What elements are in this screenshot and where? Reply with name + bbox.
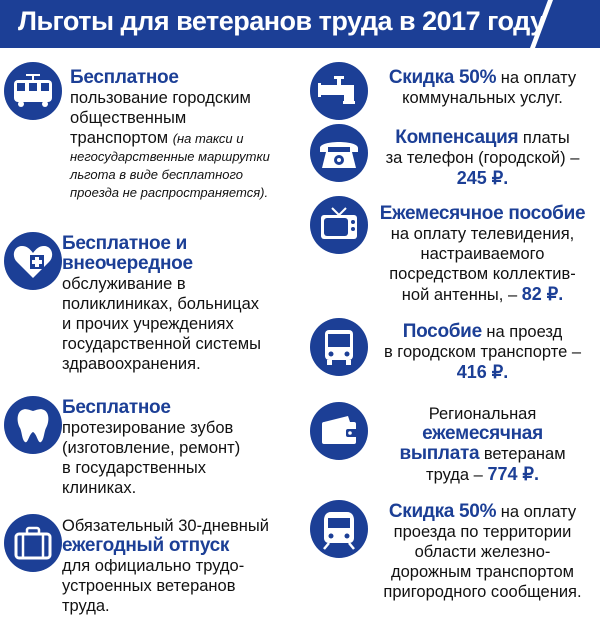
train-icon xyxy=(310,500,368,558)
text-line: в государственных xyxy=(62,459,207,477)
benefit-utilities-highlight: Скидка 50% xyxy=(388,67,497,88)
text-line: труда. xyxy=(62,597,110,615)
benefit-medical-highlight: Бесплатное и xyxy=(62,233,187,254)
text-line: поликлиниках, больницах xyxy=(62,295,260,313)
text-line: платы xyxy=(518,129,570,147)
price-value: 416 ₽. xyxy=(456,362,509,382)
price-value: 82 ₽. xyxy=(521,284,564,304)
text-line: пользование городским xyxy=(70,89,251,107)
note-text: негосударственные маршрутки xyxy=(70,149,270,164)
text-line: ветеранам xyxy=(479,445,566,463)
text-line: настраиваемого xyxy=(420,245,545,263)
benefit-regional-highlight: ежемесячная xyxy=(422,423,543,444)
text-line: Обязательный 30-дневный xyxy=(62,517,269,535)
benefit-regional xyxy=(370,404,595,485)
text-line: (изготовление, ремонт) xyxy=(62,439,241,457)
benefit-transit xyxy=(370,322,595,383)
wallet-icon xyxy=(310,402,368,460)
benefit-medical xyxy=(62,234,302,374)
text-line: ной антенны, – xyxy=(401,286,522,304)
text-line: и прочих учреждениях xyxy=(62,315,234,333)
benefit-phone xyxy=(370,128,595,189)
text-line: обслуживание в xyxy=(62,275,186,293)
text-line: устроенных ветеранов xyxy=(62,577,236,595)
note-text: (на такси и xyxy=(172,131,244,146)
text-line: коммунальных услуг. xyxy=(402,89,563,107)
tooth-icon xyxy=(4,396,62,454)
suitcase-icon xyxy=(4,514,62,572)
text-line: пригородного сообщения. xyxy=(383,583,582,601)
benefit-medical-highlight: внеочередное xyxy=(62,253,193,274)
benefit-transit-highlight: Пособие xyxy=(402,321,482,342)
text-line: посредством коллектив- xyxy=(389,265,576,283)
text-line: на проезд xyxy=(481,323,563,341)
text-line: на оплату xyxy=(496,69,577,87)
bus-icon xyxy=(310,318,368,376)
note-text: проезда не распространяется). xyxy=(70,185,269,200)
text-line: области железно- xyxy=(414,543,551,561)
text-line: государственной системы xyxy=(62,335,261,353)
text-line: труда – xyxy=(426,466,488,484)
text-line: протезирование зубов xyxy=(62,419,234,437)
price-value: 245 ₽. xyxy=(456,168,509,188)
tram-icon xyxy=(4,62,62,120)
benefit-vacation xyxy=(62,516,302,616)
text-line: в городском транспорте – xyxy=(383,343,582,361)
benefit-transport-highlight: Бесплатное xyxy=(70,67,179,88)
text-line: общественным xyxy=(70,109,187,127)
benefit-utilities xyxy=(370,68,595,108)
text-line: дорожным транспортом xyxy=(391,563,574,581)
benefit-vacation-highlight: ежегодный отпуск xyxy=(62,535,230,556)
benefit-transport xyxy=(70,68,310,202)
phone-icon xyxy=(310,124,368,182)
benefit-rail-highlight: Скидка 50% xyxy=(388,501,497,522)
text-line: здравоохранения. xyxy=(62,355,201,373)
text-line: на оплату телевидения, xyxy=(390,225,575,243)
benefit-dental xyxy=(62,398,302,498)
text-line: для официально трудо- xyxy=(62,557,245,575)
heart-cross-icon xyxy=(4,232,62,290)
benefit-phone-highlight: Компенсация xyxy=(395,127,519,148)
faucet-icon xyxy=(310,62,368,120)
header-banner xyxy=(0,0,600,48)
benefit-rail xyxy=(370,502,595,602)
page-title: Льготы для ветеранов труда в 2017 году xyxy=(18,6,545,36)
tv-icon xyxy=(310,196,368,254)
benefit-regional-highlight: выплата xyxy=(399,443,480,464)
text-line: транспортом xyxy=(70,129,169,147)
benefit-tv-highlight: Ежемесячное пособие xyxy=(379,203,586,224)
note-text: льгота в виде бесплатного xyxy=(70,167,243,182)
text-line: за телефон (городской) – xyxy=(385,149,580,167)
text-line: проезда по территории xyxy=(393,523,572,541)
benefit-dental-highlight: Бесплатное xyxy=(62,397,171,418)
price-value: 774 ₽. xyxy=(487,464,539,484)
benefit-tv xyxy=(370,204,595,305)
text-line: Региональная xyxy=(428,405,537,423)
text-line: на оплату xyxy=(496,503,577,521)
text-line: клиниках. xyxy=(62,479,137,497)
